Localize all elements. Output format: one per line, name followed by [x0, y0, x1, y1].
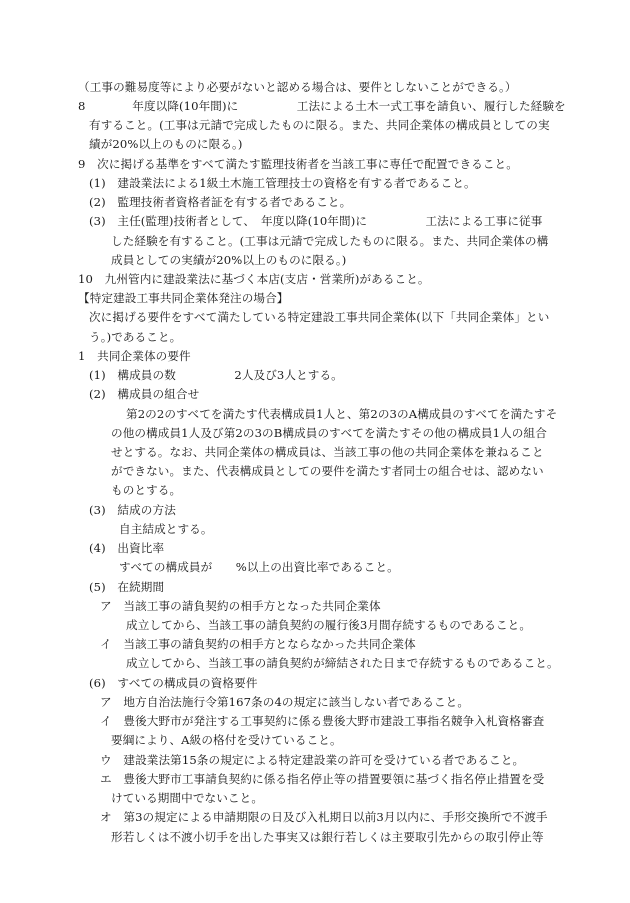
text-line: 自主結成とする。 — [119, 522, 213, 536]
text-line: 要綱により、A級の格付を受けていること。 — [111, 733, 342, 747]
text-line: (5) 在続期間 — [89, 580, 165, 594]
text-line: せとする。なお、共同企業体の構成員は、当該工事の他の共同企業体を兼ねること — [111, 445, 544, 459]
text-line: ウ 建設業法第15条の規定による特定建設業の許可を受けている者であること。 — [100, 753, 525, 767]
text-line: (1) 建設業法による1級土木施工管理技士の資格を有する者であること。 — [89, 176, 476, 190]
text-line: の他の構成員1人及び第2の3のB構成員のすべてを満たすその他の構成員1人の組合 — [111, 426, 547, 440]
text-line: 8 年度以降(10年間)に 工法による土木一式工事を請負い、履行した経験を — [78, 99, 566, 113]
text-line: (2) 監理技術者資格者証を有する者であること。 — [89, 195, 352, 209]
text-line: 成立してから、当該工事の請負契約が締結された日まで存続するものであること。 — [126, 656, 559, 670]
text-line: （工事の難易度等により必要がないと認める場合は、要件としないことができる。） — [78, 80, 517, 94]
text-line: ものとする。 — [111, 483, 182, 497]
text-line: 次に掲げる要件をすべて満たしている特定建設工事共同企業体(以下「共同企業体」とい — [89, 310, 550, 324]
text-line: (2) 構成員の組合せ — [89, 387, 200, 401]
text-line: ア 地方自治法施行令第167条の4の規定に該当しない者であること。 — [100, 695, 470, 709]
text-line: (1) 構成員の数 2人及び3人とする。 — [89, 368, 343, 382]
text-line: 成員としての実績が20%以上のものに限る。) — [111, 253, 347, 267]
text-line: 績が20%以上のものに限る。) — [89, 137, 243, 151]
text-line: 10 九州管内に建設業法に基づく本店(支店・営業所)があること。 — [78, 272, 430, 286]
text-line: エ 豊後大野市工事請負契約に係る指名停止等の措置要領に基づく指名停止措置を受 — [100, 772, 545, 786]
text-line: (4) 出資比率 — [89, 541, 165, 555]
text-line: 9 次に掲げる基準をすべて満たす監理技術者を当該工事に専任で配置できること。 — [78, 157, 518, 171]
text-line: 形若しくは不渡小切手を出した事実又は銀行若しくは主要取引先からの取引停止等 — [111, 830, 544, 844]
text-line: した経験を有すること。(工事は元請で完成したものに限る。また、共同企業体の構 — [111, 234, 549, 248]
text-line: オ 第3の規定による申請期限の日及び入札期日以前3月以内に、手形交換所で不渡手 — [100, 810, 548, 824]
text-line: 成立してから、当該工事の請負契約の履行後3月間存続するものであること。 — [126, 618, 532, 632]
text-line: 第2の2のすべてを満たす代表構成員1人と、第2の3のA構成員のすべてを満たすそ — [126, 407, 558, 421]
text-line: 1 共同企業体の要件 — [78, 349, 191, 363]
section-heading: 【特定建設工事共同企業体発注の場合】 — [78, 291, 289, 305]
text-line: (3) 結成の方法 — [89, 503, 176, 517]
text-line: けている期間中でないこと。 — [111, 791, 264, 805]
text-line: イ 豊後大野市が発注する工事契約に係る豊後大野市建設工事指名競争入札資格審査 — [100, 714, 545, 728]
text-line: 有すること。(工事は元請で完成したものに限る。また、共同企業体の構成員としての実 — [89, 118, 550, 132]
text-line: (3) 主任(監理)技術者として、 年度以降(10年間)に 工法による工事に従事 — [89, 214, 543, 228]
text-line: ア 当該工事の請負契約の相手方となった共同企業体 — [100, 599, 381, 613]
text-line: ができない。また、代表構成員としての要件を満たす者同士の組合せは、認めない — [111, 464, 544, 478]
text-line: すべての構成員が %以上の出資比率であること。 — [119, 560, 399, 574]
text-line: イ 当該工事の請負契約の相手方とならなかった共同企業体 — [100, 637, 416, 651]
text-line: (6) すべての構成員の資格要件 — [89, 676, 258, 690]
text-line: う。)であること。 — [89, 330, 182, 344]
